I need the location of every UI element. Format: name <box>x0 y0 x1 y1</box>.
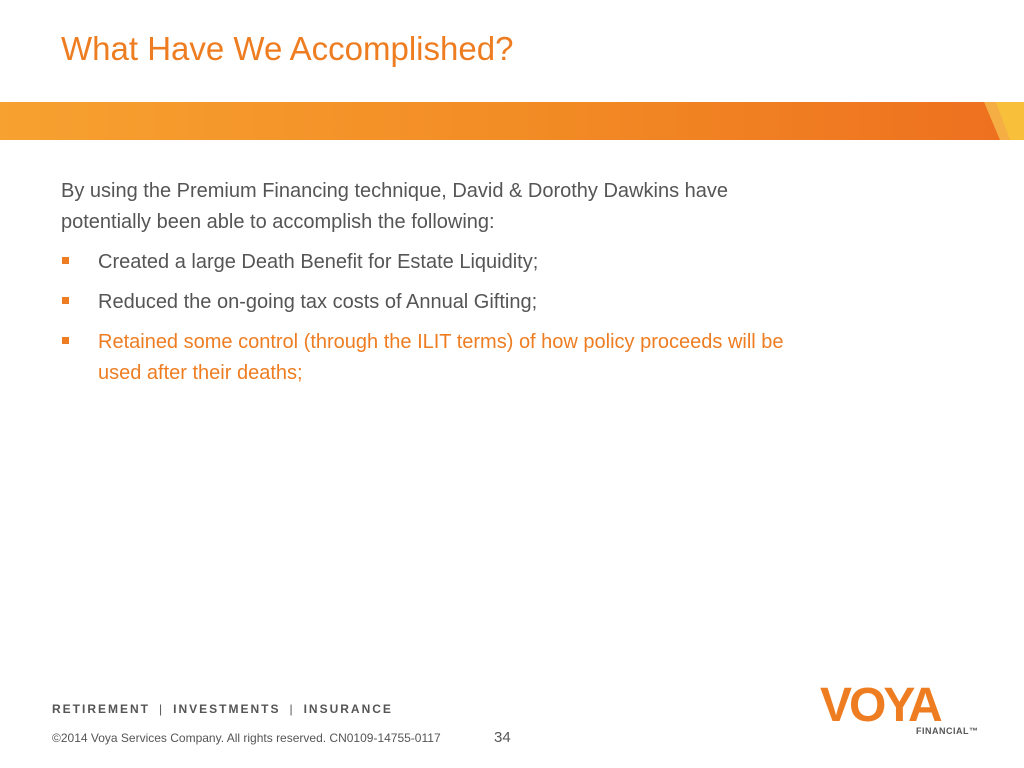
bullet-item-highlighted <box>61 327 821 389</box>
slide-title: What Have We Accomplished? <box>61 30 514 67</box>
square-bullet-icon <box>62 297 69 304</box>
tagline-retirement: RETIREMENT <box>52 702 150 716</box>
square-bullet-icon <box>62 257 69 264</box>
logo-wordmark: VOYA <box>820 679 940 732</box>
page-number: 34 <box>494 729 511 746</box>
bullet-text: Reduced the on-going tax costs of Annual Gifting; <box>98 291 538 313</box>
logo-subtitle: FINANCIAL™ <box>916 726 979 736</box>
slide-body <box>61 176 821 398</box>
footer-tagline <box>52 702 393 716</box>
intro-text: By using the Premium Financing technique, David & Dorothy Dawkins have potentially been able to accomplish the following: <box>61 180 728 233</box>
copyright-text: ©2014 Voya Services Company. All rights reserved. CN0109-14755-0117 <box>52 731 441 745</box>
tagline-separator: | <box>289 702 295 716</box>
tagline-separator: | <box>159 702 165 716</box>
bullet-item <box>61 287 821 318</box>
bullet-text: Retained some control (through the ILIT terms) of how policy proceeds will be used after their deaths; <box>98 331 784 384</box>
tagline-investments: INVESTMENTS <box>173 702 281 716</box>
tagline-insurance: INSURANCE <box>303 702 393 716</box>
bullet-text: Created a large Death Benefit for Estate Liquidity; <box>98 251 539 273</box>
bullet-list <box>61 247 821 389</box>
header-band <box>0 102 1024 140</box>
bullet-item <box>61 247 821 278</box>
square-bullet-icon <box>62 337 69 344</box>
voya-logo <box>820 679 980 740</box>
